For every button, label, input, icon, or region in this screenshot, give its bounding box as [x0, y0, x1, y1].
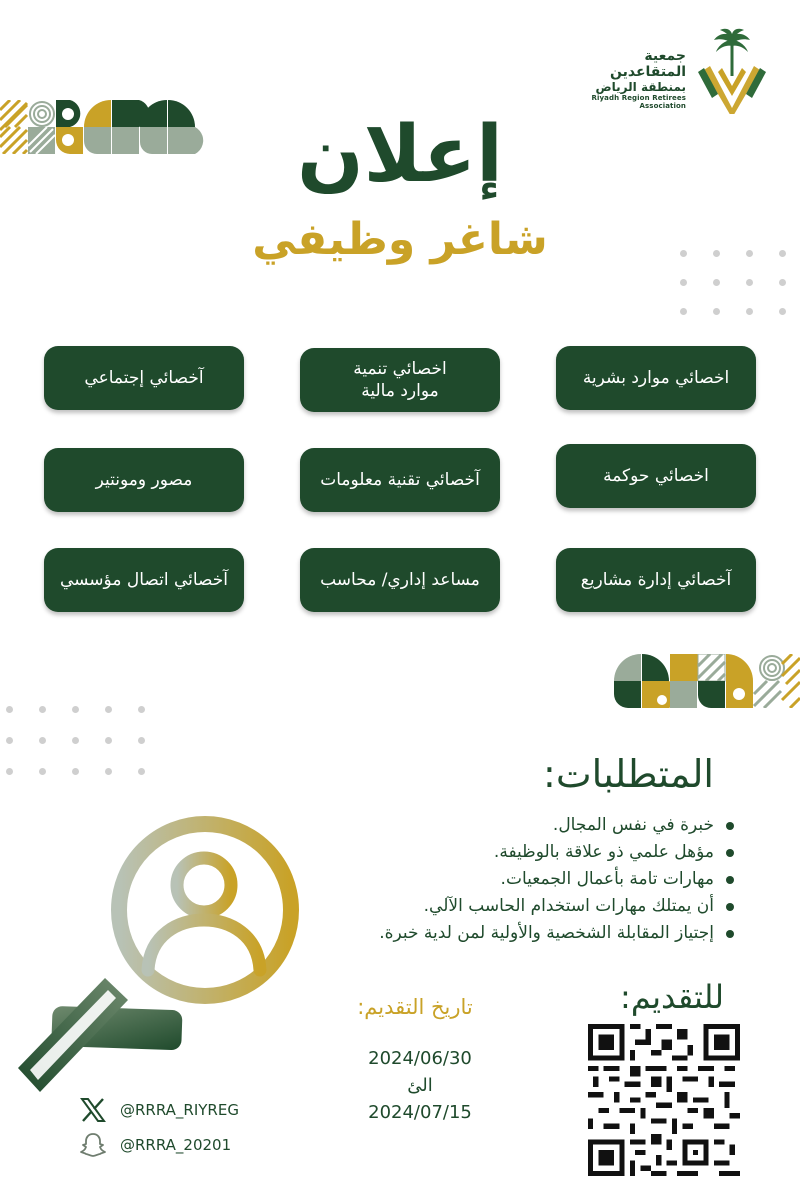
- requirement-item: إجتياز المقابلة الشخصية والأولية لمن لدية خبرة.: [266, 920, 736, 947]
- dot-grid-top-right: [680, 250, 786, 315]
- job-pill: آخصائي إدارة مشاريع: [556, 548, 756, 612]
- palm-chevron-logo-icon: [692, 28, 772, 114]
- requirement-item: أن يمتلك مهارات استخدام الحاسب الآلي.: [266, 893, 736, 920]
- date-from: 2024/06/30: [368, 1048, 472, 1069]
- requirement-item: خبرة في نفس المجال.: [266, 812, 736, 839]
- qr-code[interactable]: [588, 1024, 740, 1176]
- geometric-pattern-right: [614, 654, 800, 708]
- x-logo-icon: [80, 1098, 106, 1122]
- job-pill: اخصائي تنمية موارد مالية: [300, 348, 500, 412]
- announcement-title: إعلان: [297, 110, 503, 200]
- snapchat-logo-icon: [80, 1132, 106, 1158]
- requirements-title: المتطلبات:: [543, 752, 714, 796]
- job-pill: اخصائي حوكمة: [556, 444, 756, 508]
- logo-name-ar-line2: بمنطقة الرياض: [595, 80, 686, 94]
- x-social-row[interactable]: [80, 1098, 239, 1122]
- requirements-list: [266, 812, 736, 947]
- job-pill: آخصائي تقنية معلومات: [300, 448, 500, 512]
- logo-name-en: Riyadh Region Retirees Association: [591, 94, 686, 110]
- job-pill: مصور ومونتير: [44, 448, 244, 512]
- search-user-magnifier-icon: [0, 800, 310, 1100]
- application-date-label: تاريخ التقديم:: [357, 995, 473, 1019]
- logo-name-ar-line1: جمعية المتقاعدين: [610, 48, 686, 80]
- x-handle: @RRRA_RIYREG: [120, 1101, 239, 1119]
- requirement-item: مهارات تامة بأعمال الجمعيات.: [266, 866, 736, 893]
- job-pill: آخصائي إجتماعي: [44, 346, 244, 410]
- dot-grid-left: [6, 706, 145, 775]
- job-pill: آخصائي اتصال مؤسسي: [44, 548, 244, 612]
- snapchat-social-row[interactable]: [80, 1132, 231, 1158]
- requirement-item: مؤهل علمي ذو علاقة بالوظيفة.: [266, 839, 736, 866]
- date-to: 2024/07/15: [368, 1102, 472, 1123]
- job-vacancy-subtitle: شاغر وظيفي: [252, 214, 548, 265]
- job-pill: اخصائي موارد بشرية: [556, 346, 756, 410]
- date-separator: الئ: [407, 1075, 433, 1096]
- snapchat-handle: @RRRA_20201: [120, 1136, 232, 1154]
- logo-text: [572, 48, 686, 110]
- job-pill: مساعد إداري/ محاسب: [300, 548, 500, 612]
- application-dates: [340, 1045, 500, 1126]
- apply-label: للتقديم:: [620, 978, 724, 1016]
